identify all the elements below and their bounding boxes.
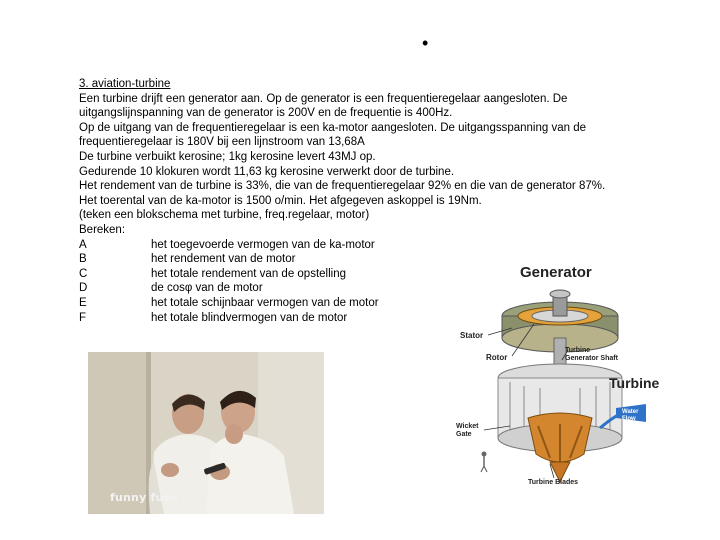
exercise-title: 3. aviation-turbine: [79, 78, 171, 90]
question-a: [79, 238, 639, 253]
question-text: het rendement van de motor: [151, 253, 296, 266]
question-letter: B: [79, 253, 87, 266]
diagram-water-flow-label: [622, 409, 638, 423]
photo-caption: funny fuse: [110, 491, 178, 504]
question-text: het totale schijnbaar vermogen van de motor: [151, 296, 379, 309]
diagram-rotor-label: Rotor: [486, 353, 508, 362]
wicket-label-line: Gate: [456, 431, 472, 438]
paragraph-line: (teken een blokschema met turbine, freq.regelaar, motor): [79, 209, 370, 222]
paragraph-line: De turbine verbuikt kerosine; 1kg kerosine levert 43MJ op.: [79, 150, 376, 163]
water-label-line: Flow: [622, 416, 636, 422]
wicket-label-line: Wicket: [456, 423, 479, 430]
diagram-turbine-title: Turbine: [609, 375, 660, 391]
question-text: het totale rendement van de opstelling: [151, 267, 346, 280]
diagram-turbine-blades-label: Turbine Blades: [528, 479, 579, 486]
diagram-stator-label: Stator: [460, 331, 484, 340]
bullet-dot: •: [422, 33, 429, 53]
question-letter: E: [79, 296, 87, 309]
diagram-generator-title: Generator: [520, 264, 592, 281]
photo-illustration: [88, 352, 324, 514]
diagram-wicket-gate-label: [456, 423, 479, 439]
shaft-label-line: Generator Shaft: [565, 355, 618, 362]
diagram-shaft-label: [565, 347, 618, 363]
generator-turbine-diagram: [450, 258, 660, 496]
question-text: het toegevoerde vermogen van de ka-motor: [151, 238, 375, 251]
video-still-photo: [88, 352, 324, 514]
question-letter: D: [79, 282, 88, 295]
question-letter: F: [79, 311, 87, 324]
paragraph-line: frequentieregelaar is 180V bij een lijnstroom van 13,68A: [79, 136, 365, 149]
paragraph-line: Bereken:: [79, 223, 126, 236]
paragraph-line: uitgangslijnspanning van de generator is 200V en de frequentie is 400Hz.: [79, 107, 453, 120]
question-text: de cosφ van de motor: [151, 282, 263, 295]
paragraph-line: Op de uitgang van de frequentieregelaar is een ka-motor aangesloten. De uitgangsspanning van de: [79, 121, 586, 134]
shaft-label-line: Turbine: [565, 347, 591, 354]
question-letter: A: [79, 238, 87, 251]
question-letter: C: [79, 267, 88, 280]
question-text: het totale blindvermogen van de motor: [151, 311, 348, 324]
paragraph-line: Gedurende 10 klokuren wordt 11,63 kg kerosine verwerkt door de turbine.: [79, 165, 455, 178]
paragraph-line: Een turbine drijft een generator aan. Op de generator is een frequentieregelaar aangesloten. De: [79, 92, 568, 105]
water-label-line: Water: [622, 409, 639, 415]
paragraph-line: Het rendement van de turbine is 33%, die van de frequentieregelaar 92% en die van de generator 87%.: [79, 180, 606, 193]
paragraph-line: Het toerental van de ka-motor is 1500 o/min. Het afgegeven askoppel is 19Nm.: [79, 194, 482, 207]
